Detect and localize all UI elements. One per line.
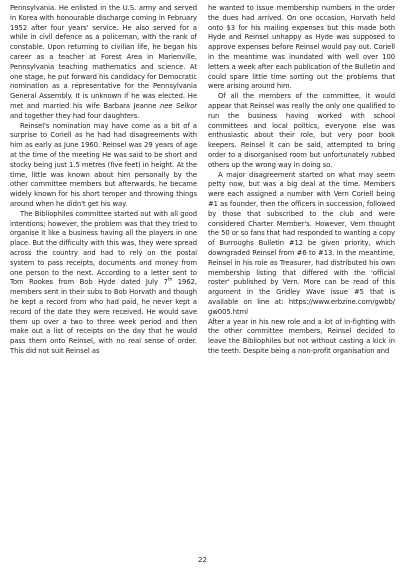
paragraph: [10, 210, 197, 357]
paragraph-text: The Bibliophiles committee started out with all good intentions; however, the problem was that they tried to organise it like a business having all the players in one place. But the difficulty with this was, they were spread across the country and had to rely on the postal system to pass receipts, documents and money from one person to the next. According to a letter sent to Tom Rookes from Bob Hyde dated July 7: [10, 209, 197, 287]
paragraph-text: and together they had four daughters.: [10, 111, 140, 120]
paragraph: he wanted to issue membership numbers in the order the dues had arrived. On one occasion, Horvath held onto $3 for his mailing expenses but this made both Hyde and Reinsel unhappy as Hyde was supposed to approve expenses before Reinsel would pay out. Coriell in the meantime was inundated with well over 100 letters a week after each publication of the Bulletin and could spare little time sorting out the problems that were arising around him.: [208, 4, 395, 91]
right-text-column: [208, 4, 395, 357]
paragraph: After a year in his new role and a lot of in-fighting with the other committee members, Reinsel decided to leave the Bibliophiles but not without casting a kick in the teeth. Despite being a non-profit organisation and: [208, 317, 395, 355]
paragraph-text: Pennsylvania. He enlisted in the U.S. army and served in Korea with honourable discharge coming in February 1952 after four years' service. He also served for a while in civil defence as a policeman, with the rank of constable. Upon returning to civilian life, he began his career as a teacher at Forest Area in Marienville, Pennsylvania teaching mathematics and science. At one stage, he put forward his candidacy for Democratic nomination as a representative for the Pennsylvania General Assembly. It is unknown if he was elected. He met and married his wife Barbara Jeanne: [10, 4, 198, 110]
paragraph: A major disagreement started on what may seem petty now, but was a big deal at the time. Members were each assigned a number with Vern Coriell being #1 as founder, then the officers in succession, followed by those that subscribed to the club and were considered Charter Member's. However, Vern thought the 50 or so fans that had responded to wanting a copy of Burroughs Bulletin #12 be given priority, which downgraded Reinsel from #6 to #13. In the meantime, Reinsel in his role as Treasurer, had distributed his own membership listing that differed with the 'official roster' published by Vern. More can be read of this argument in the Gridley Wave issue #5 that is available on line at: https://www.erbzine.com/gwbb/ gw005.html: [208, 170, 395, 316]
italic-text: nee Selkor: [159, 101, 197, 110]
page-number: 22: [198, 556, 207, 564]
paragraph-text: 1962, members sent in their subs to Bob Horvath and though he kept a record from who had paid, he never kept a record of the date they were received. He would save them up over a two to three week period and then make out a list of receipts on the day that he would pass them onto Reinsel, with no real sense of order. This did not suit Reinsel as: [10, 278, 197, 355]
paragraph: Of all the members of the committee, it would appear that Reinsel was really the only one qualified to run the business having worked with school committees and local politics, everyone else was enthusiastic about their role, but very poor book keepers. Reinsel it can be said, attempted to bring order to a disorganised room but unfortunately rubbed others up the wrong way in doing so.: [208, 92, 395, 169]
paragraph: Reinsel's nomination may have come as a bit of a surprise to Coriell as he had had disagreements with him as early as June 1960. Reinsel was 29 years of age at the time of the meeting He was said to be short and stocky being just 1.5 metres (five feet) in height. At the time, little was known about him personally by the other committee members but afterwards, he became widely known for his short temper and throwing things around when he didn't get his way.: [10, 121, 197, 208]
superscript-text: th: [167, 278, 173, 284]
paragraph: [10, 4, 197, 122]
left-text-column: [10, 4, 197, 357]
